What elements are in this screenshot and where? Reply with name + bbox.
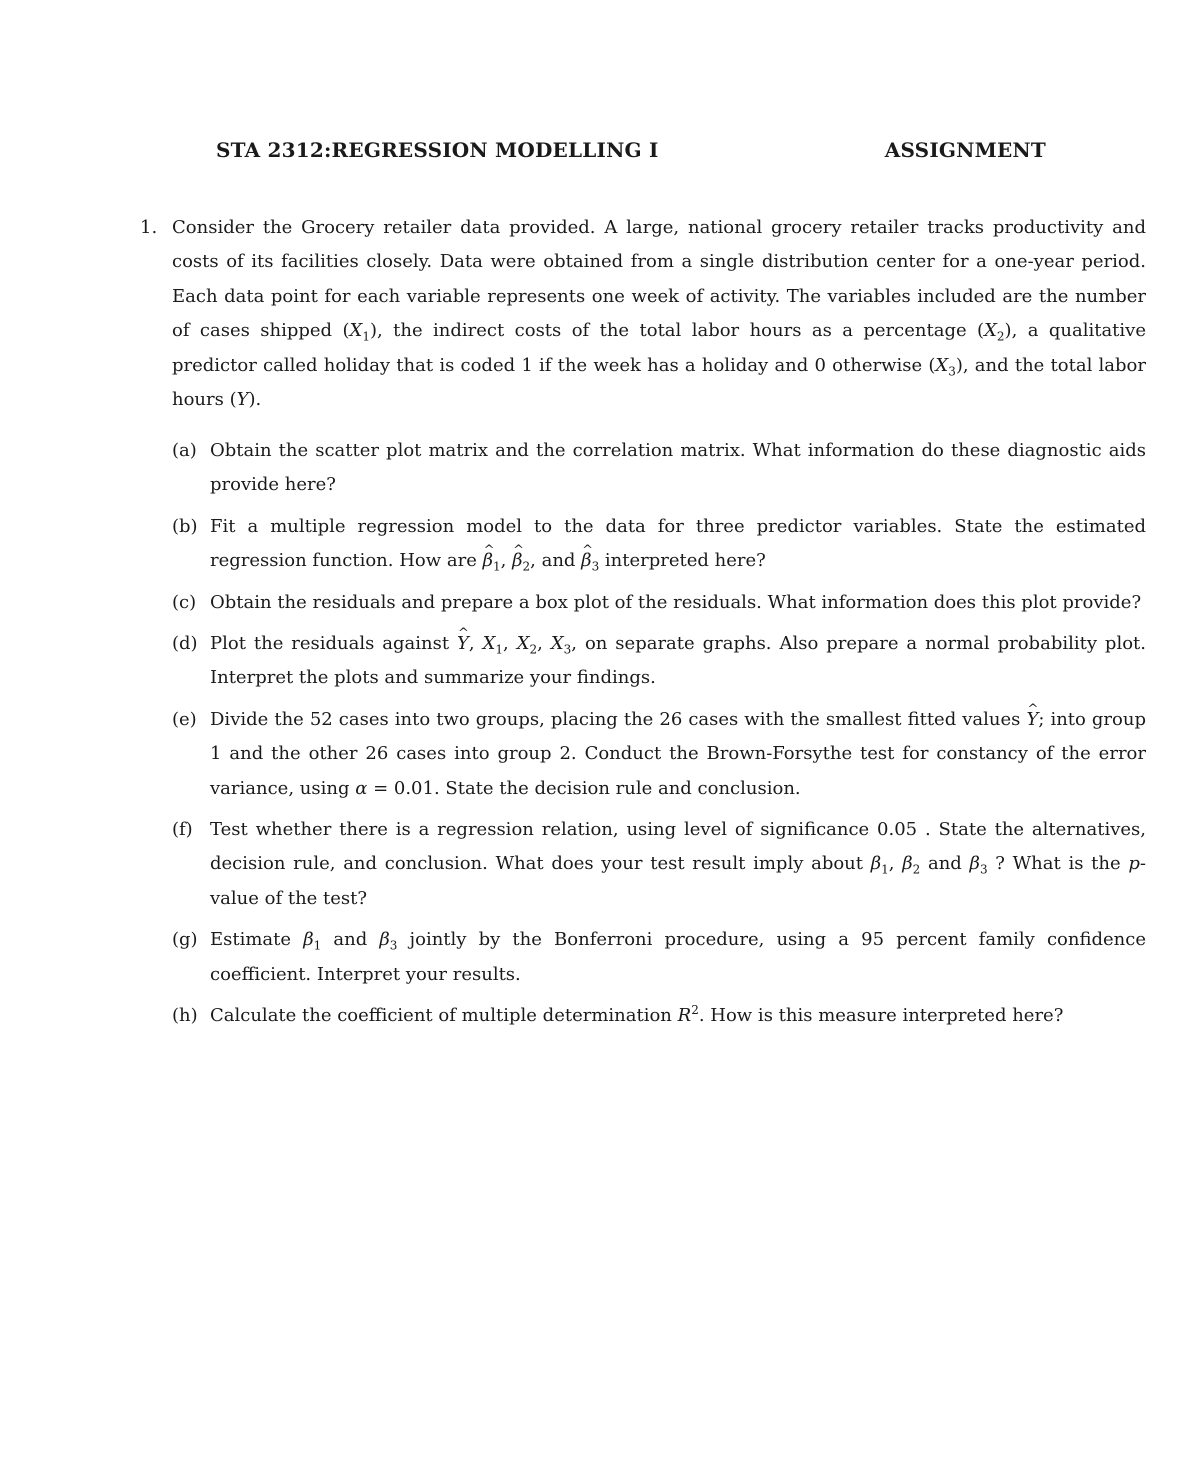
part-label: (c) (172, 591, 197, 613)
beta-2: β (902, 853, 913, 875)
part-text (210, 923, 1146, 992)
part-h (172, 999, 1146, 1033)
part-text: Fit a multiple regression model to the data for three predictor variables. State the estimated regression function. How are ^ $\beta_1$, ^ $\beta_2$, and ^ $\beta_3$ interpreted here? (210, 510, 1146, 579)
y-hat: ^ Y (457, 627, 469, 661)
question-text-2: ), the indirect costs of the total labor hours as a percentage ( (369, 320, 985, 342)
beta-hat-2: ^ β (512, 544, 522, 578)
var-x2: X (984, 320, 997, 342)
part-b-text-2: , and (530, 550, 582, 572)
part-text (210, 703, 1146, 806)
var-x3: X (935, 354, 949, 376)
part-label: (e) (172, 708, 197, 730)
r-squared-sup: 2 (691, 1003, 699, 1018)
part-g-text-3: jointly by the Bonferroni procedure, using a 95 percent family confidence coefficient. Interpret your results. (210, 929, 1146, 985)
question-text: Consider the Grocery retailer data provided. A large, national grocery retailer tracks productivity and costs of its facilities closely. Data were obtained from a single distribution center for a one-year period. Each data point for each variable represents one week of activity. The variables included are the number of cases shipped $(X_1)$, the indirect costs of the total labor hours as a percentage $(X_2)$, a qualitative predictor called holiday that is coded 1 if the week has a holiday and 0 otherwise $(X_3)$, and the total labor hours (Y). (172, 217, 1146, 411)
var-x1-sub: 1 (495, 642, 504, 657)
part-g-text-1: Estimate (210, 929, 304, 951)
part-d (172, 627, 1146, 696)
part-e-text-2: ; into group 1 and the other 26 cases into group 2. Conduct the Brown-Forsythe test for constancy of the error variance, using (210, 708, 1146, 799)
var-x2-sub: 2 (529, 642, 538, 657)
var-x2: X (516, 633, 530, 655)
part-b-text-1: Fit a multiple regression model to the data for three predictor variables. State the estimated regression function. How are (210, 515, 1146, 572)
part-g (172, 923, 1146, 992)
var-x1: X (349, 320, 363, 342)
part-c (172, 586, 1146, 620)
part-d-text-1: Plot the residuals against (210, 633, 458, 655)
y-hat: ^ Y (1026, 703, 1038, 737)
beta-3: β (379, 929, 390, 951)
question-text-3: ), a qualitative predictor called holiday that is coded 1 if the week has a holiday and 0 otherwise ( (172, 320, 1146, 376)
beta-hat-1: ^ β (483, 544, 493, 578)
beta-2-sub: 2 (522, 559, 531, 574)
var-x3-sub: 3 (563, 642, 572, 657)
beta-1: β (303, 929, 314, 951)
beta-3-sub: 3 (389, 938, 398, 953)
part-e (172, 703, 1146, 806)
var-x2-sub: 2 (996, 329, 1005, 344)
question-intro: Consider the Grocery retailer data provided. A large, national grocery retailer tracks productivity and costs of its facilities closely. Data were obtained from a single distribution center for a one-year period. Each data point for each variable represents one week of activity. The variables included are the number of cases shipped (172, 217, 1146, 342)
part-e-text-1: Divide the 52 cases into two groups, placing the 26 cases with the smallest fitted values (210, 708, 1027, 730)
question-text-4: ), and the total labor hours ( (172, 354, 1146, 411)
part-f (172, 813, 1146, 916)
part-h-text-1: Calculate the coefficient of multiple determination (210, 1005, 678, 1027)
part-text: Test whether there is a regression relation, using level of significance 0.05 . State the alternatives, decision rule, and conclusion. What does your test result imply about $\beta_1$, $\beta_2$ and $\beta_3$ ? What is the p-value of the test? (210, 819, 1146, 909)
part-label: (d) (172, 633, 198, 655)
part-f-text-1: Test whether there is a regression relation, using level of significance 0.05 . State the alternatives, decision rule, and conclusion. What does your test result imply about (210, 819, 1146, 875)
question-text-5: ). (248, 389, 262, 411)
beta-3-sub: 3 (979, 863, 988, 878)
part-a (172, 434, 1146, 503)
beta-2-sub: 2 (912, 863, 921, 878)
var-x3: X (550, 633, 564, 655)
part-b-text-3: interpreted here? (599, 550, 766, 572)
part-text: Obtain the residuals and prepare a box plot of the residuals. What information does this plot provide? (210, 591, 1142, 613)
var-x1: X (482, 633, 496, 655)
question-number: 1. (140, 217, 158, 238)
part-b (172, 510, 1146, 579)
question-1 (140, 211, 1146, 417)
r-symbol: R (677, 1005, 692, 1027)
part-g-text-2: and (321, 929, 380, 951)
course-title: STA 2312:REGRESSION MODELLING I (216, 138, 659, 162)
beta-hat-3: ^ β (581, 544, 591, 578)
p-symbol: p (1128, 853, 1140, 875)
part-label: (g) (172, 929, 198, 951)
part-label: (f) (172, 819, 193, 841)
part-e-text-3: = 0.01. State the decision rule and conclusion. (367, 777, 801, 799)
alpha-symbol: α (355, 777, 368, 799)
beta-1-sub: 1 (313, 938, 322, 953)
assignment-label: ASSIGNMENT (884, 138, 1046, 162)
part-f-text-4: -value of the test? (210, 853, 1146, 909)
part-f-text-3: ? What is the (987, 853, 1129, 875)
part-h-text-2: . How is this measure interpreted here? (698, 1005, 1064, 1027)
beta-3-sub: 3 (591, 559, 600, 574)
beta-1: β (870, 853, 882, 875)
part-text: Plot the residuals against ^ Y, $X_1$, $X_2$, $X_3$, on separate graphs. Also prepare a normal probability plot. Interpret the plots and summarize your findings. (210, 627, 1146, 696)
var-y: Y (236, 389, 249, 411)
part-d-text-2: , on separate graphs. Also prepare a normal probability plot. Interpret the plots and summarize your findings. (210, 633, 1147, 689)
var-x1-sub: 1 (362, 329, 370, 344)
document-header (216, 138, 1046, 168)
part-f-text-2: and (920, 853, 970, 875)
part-label: (a) (172, 440, 197, 461)
beta-1-sub: 1 (493, 559, 501, 574)
beta-3: β (969, 853, 980, 875)
part-text (210, 999, 1146, 1033)
part-label: (h) (172, 1005, 198, 1027)
var-x3-sub: 3 (948, 364, 956, 379)
part-label: (b) (172, 515, 198, 537)
part-text: Obtain the scatter plot matrix and the correlation matrix. What information do these diagnostic aids provide here? (210, 440, 1146, 496)
beta-1-sub: 1 (881, 863, 889, 878)
question-parts (172, 434, 1146, 1041)
